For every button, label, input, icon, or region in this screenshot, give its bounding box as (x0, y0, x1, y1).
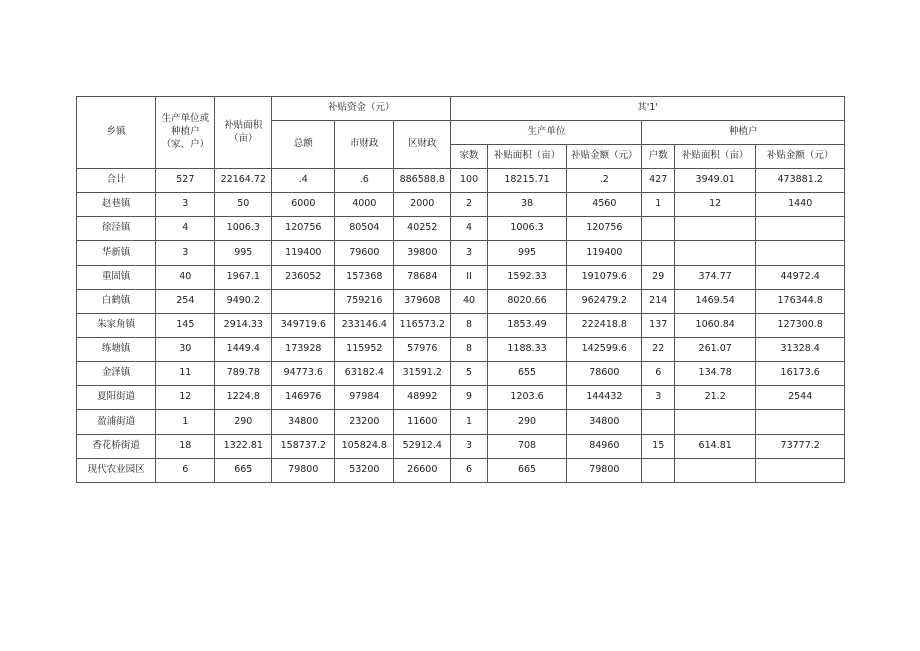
cell-city: 63182.4 (335, 362, 394, 386)
cell-township: 重固镇 (77, 265, 156, 289)
cell-grower-count: 214 (642, 289, 675, 313)
cell-city: 79600 (335, 241, 394, 265)
cell-units: 254 (156, 289, 215, 313)
cell-total: 34800 (272, 410, 335, 434)
col-header-total: 总额 (272, 121, 335, 169)
cell-grower-amount (756, 217, 845, 241)
cell-total: 158737.2 (272, 434, 335, 458)
cell-grower-area: 3949.01 (675, 169, 756, 193)
cell-producer-count: 40 (451, 289, 488, 313)
cell-grower-count: 1 (642, 193, 675, 217)
cell-total: 173928 (272, 337, 335, 361)
cell-township: 徐泾镇 (77, 217, 156, 241)
cell-area: 1322.81 (215, 434, 272, 458)
cell-producer-count: 5 (451, 362, 488, 386)
cell-producer-amount: 84960 (567, 434, 642, 458)
cell-producer-amount: 222418.8 (567, 313, 642, 337)
cell-grower-area (675, 217, 756, 241)
cell-producer-area: 8020.66 (487, 289, 566, 313)
cell-township: 白鹤镇 (77, 289, 156, 313)
cell-district: 40252 (394, 217, 451, 241)
cell-grower-count (642, 217, 675, 241)
cell-grower-amount: 1440 (756, 193, 845, 217)
cell-units: 12 (156, 386, 215, 410)
cell-township: 夏阳街道 (77, 386, 156, 410)
col-header-district: 区财政 (394, 121, 451, 169)
table-row (77, 458, 845, 482)
col-header-growers: 种植户 (642, 121, 845, 145)
cell-grower-area: 614.81 (675, 434, 756, 458)
table-row (77, 362, 845, 386)
cell-township: 金泽镇 (77, 362, 156, 386)
table-body (77, 169, 845, 483)
cell-area: 995 (215, 241, 272, 265)
cell-district: 379608 (394, 289, 451, 313)
cell-producer-count: 8 (451, 313, 488, 337)
col-header-producer-count: 家数 (451, 145, 488, 169)
cell-total: 146976 (272, 386, 335, 410)
cell-units: 30 (156, 337, 215, 361)
col-header-producers: 生产单位 (451, 121, 642, 145)
cell-grower-count: 137 (642, 313, 675, 337)
cell-units: 3 (156, 241, 215, 265)
col-header-funds: 补贴资金（元） (272, 97, 451, 121)
table-row (77, 193, 845, 217)
cell-units: 145 (156, 313, 215, 337)
cell-city: .6 (335, 169, 394, 193)
cell-grower-area: 261.07 (675, 337, 756, 361)
cell-city: 97984 (335, 386, 394, 410)
cell-producer-count: 100 (451, 169, 488, 193)
table-row (77, 265, 845, 289)
table-row (77, 337, 845, 361)
cell-grower-area: 374.77 (675, 265, 756, 289)
cell-grower-area: 21.2 (675, 386, 756, 410)
cell-units: 6 (156, 458, 215, 482)
cell-area: 2914.33 (215, 313, 272, 337)
cell-producer-count: II (451, 265, 488, 289)
cell-units: 527 (156, 169, 215, 193)
cell-district: 39800 (394, 241, 451, 265)
cell-grower-area: 1060.84 (675, 313, 756, 337)
cell-grower-amount: 44972.4 (756, 265, 845, 289)
cell-producer-count: 3 (451, 434, 488, 458)
cell-township: 现代农业园区 (77, 458, 156, 482)
cell-grower-count (642, 458, 675, 482)
cell-producer-amount: 34800 (567, 410, 642, 434)
table-row (77, 289, 845, 313)
cell-city: 115952 (335, 337, 394, 361)
cell-grower-amount: 16173.6 (756, 362, 845, 386)
cell-district: 26600 (394, 458, 451, 482)
cell-city: 53200 (335, 458, 394, 482)
cell-grower-count: 15 (642, 434, 675, 458)
cell-district: 31591.2 (394, 362, 451, 386)
cell-grower-area (675, 241, 756, 265)
cell-grower-amount: 176344.8 (756, 289, 845, 313)
cell-district: 2000 (394, 193, 451, 217)
cell-grower-count: 427 (642, 169, 675, 193)
cell-total: .4 (272, 169, 335, 193)
subsidy-table (76, 96, 845, 483)
cell-grower-count (642, 241, 675, 265)
cell-producer-amount: 79800 (567, 458, 642, 482)
col-header-producer-amount: 补贴金额（元） (567, 145, 642, 169)
cell-district: 52912.4 (394, 434, 451, 458)
cell-city: 80504 (335, 217, 394, 241)
cell-area: 665 (215, 458, 272, 482)
cell-producer-area: 1006.3 (487, 217, 566, 241)
cell-producer-amount: 4560 (567, 193, 642, 217)
cell-area: 789.78 (215, 362, 272, 386)
cell-producer-area: 1592.33 (487, 265, 566, 289)
table-row (77, 241, 845, 265)
cell-total: 94773.6 (272, 362, 335, 386)
cell-grower-amount: 2544 (756, 386, 845, 410)
cell-producer-amount: .2 (567, 169, 642, 193)
cell-producer-area: 995 (487, 241, 566, 265)
cell-producer-area: 1188.33 (487, 337, 566, 361)
cell-area: 9490.2 (215, 289, 272, 313)
header-row-1 (77, 97, 845, 121)
col-header-producer-area: 补贴面积（亩） (487, 145, 566, 169)
cell-area: 50 (215, 193, 272, 217)
col-header-area: 补贴面积（亩） (215, 97, 272, 169)
cell-township: 香花桥街道 (77, 434, 156, 458)
cell-grower-count (642, 410, 675, 434)
cell-total: 79800 (272, 458, 335, 482)
col-header-units: 生产单位或种植户（家、户） (156, 97, 215, 169)
cell-producer-area: 708 (487, 434, 566, 458)
cell-producer-area: 290 (487, 410, 566, 434)
col-header-grower-amount: 补贴金额（元） (756, 145, 845, 169)
cell-city: 4000 (335, 193, 394, 217)
cell-grower-area: 1469.54 (675, 289, 756, 313)
cell-producer-count: 3 (451, 241, 488, 265)
cell-producer-amount: 962479.2 (567, 289, 642, 313)
cell-total: 120756 (272, 217, 335, 241)
cell-units: 4 (156, 217, 215, 241)
cell-city: 157368 (335, 265, 394, 289)
table-row (77, 386, 845, 410)
cell-grower-amount: 473881.2 (756, 169, 845, 193)
table-row (77, 169, 845, 193)
cell-grower-amount (756, 241, 845, 265)
cell-grower-amount (756, 458, 845, 482)
cell-producer-area: 18215.71 (487, 169, 566, 193)
cell-district: 886588.8 (394, 169, 451, 193)
cell-grower-count: 29 (642, 265, 675, 289)
cell-area: 1006.3 (215, 217, 272, 241)
cell-producer-amount: 142599.6 (567, 337, 642, 361)
cell-area: 1449.4 (215, 337, 272, 361)
cell-total: 236052 (272, 265, 335, 289)
cell-producer-amount: 119400 (567, 241, 642, 265)
cell-township: 盈浦街道 (77, 410, 156, 434)
cell-grower-count: 3 (642, 386, 675, 410)
cell-total: 119400 (272, 241, 335, 265)
cell-township: 华新镇 (77, 241, 156, 265)
cell-grower-area: 134.78 (675, 362, 756, 386)
col-header-township: 乡镇 (77, 97, 156, 169)
cell-producer-area: 38 (487, 193, 566, 217)
cell-producer-count: 1 (451, 410, 488, 434)
cell-producer-count: 2 (451, 193, 488, 217)
cell-grower-amount: 73777.2 (756, 434, 845, 458)
col-header-grower-count: 户数 (642, 145, 675, 169)
cell-grower-amount (756, 410, 845, 434)
cell-total: 6000 (272, 193, 335, 217)
cell-city: 233146.4 (335, 313, 394, 337)
cell-producer-count: 8 (451, 337, 488, 361)
cell-producer-amount: 191079.6 (567, 265, 642, 289)
cell-area: 1224.8 (215, 386, 272, 410)
cell-producer-amount: 120756 (567, 217, 642, 241)
cell-producer-count: 4 (451, 217, 488, 241)
cell-producer-area: 655 (487, 362, 566, 386)
col-header-grower-area: 补贴面积（亩） (675, 145, 756, 169)
cell-area: 1967.1 (215, 265, 272, 289)
cell-township: 合计 (77, 169, 156, 193)
cell-area: 22164.72 (215, 169, 272, 193)
cell-township: 赵巷镇 (77, 193, 156, 217)
cell-units: 1 (156, 410, 215, 434)
cell-township: 朱家角镇 (77, 313, 156, 337)
col-header-city: 市财政 (335, 121, 394, 169)
cell-grower-count: 6 (642, 362, 675, 386)
cell-producer-area: 1853.49 (487, 313, 566, 337)
cell-total: 349719.6 (272, 313, 335, 337)
cell-grower-area (675, 458, 756, 482)
cell-district: 57976 (394, 337, 451, 361)
cell-producer-amount: 78600 (567, 362, 642, 386)
cell-city: 105824.8 (335, 434, 394, 458)
cell-units: 3 (156, 193, 215, 217)
col-header-of-which: 其'1' (451, 97, 845, 121)
cell-city: 759216 (335, 289, 394, 313)
cell-producer-area: 665 (487, 458, 566, 482)
cell-district: 78684 (394, 265, 451, 289)
table-row (77, 217, 845, 241)
cell-grower-count: 22 (642, 337, 675, 361)
cell-district: 48992 (394, 386, 451, 410)
cell-township: 练塘镇 (77, 337, 156, 361)
table-row (77, 313, 845, 337)
cell-grower-area (675, 410, 756, 434)
cell-district: 11600 (394, 410, 451, 434)
cell-units: 40 (156, 265, 215, 289)
cell-producer-count: 6 (451, 458, 488, 482)
cell-units: 11 (156, 362, 215, 386)
cell-producer-count: 9 (451, 386, 488, 410)
table-row (77, 434, 845, 458)
cell-producer-area: 1203.6 (487, 386, 566, 410)
cell-grower-amount: 31328.4 (756, 337, 845, 361)
cell-area: 290 (215, 410, 272, 434)
cell-city: 23200 (335, 410, 394, 434)
cell-district: 116573.2 (394, 313, 451, 337)
cell-units: 18 (156, 434, 215, 458)
cell-grower-area: 12 (675, 193, 756, 217)
cell-total (272, 289, 335, 313)
cell-grower-amount: 127300.8 (756, 313, 845, 337)
table-row (77, 410, 845, 434)
cell-producer-amount: 144432 (567, 386, 642, 410)
